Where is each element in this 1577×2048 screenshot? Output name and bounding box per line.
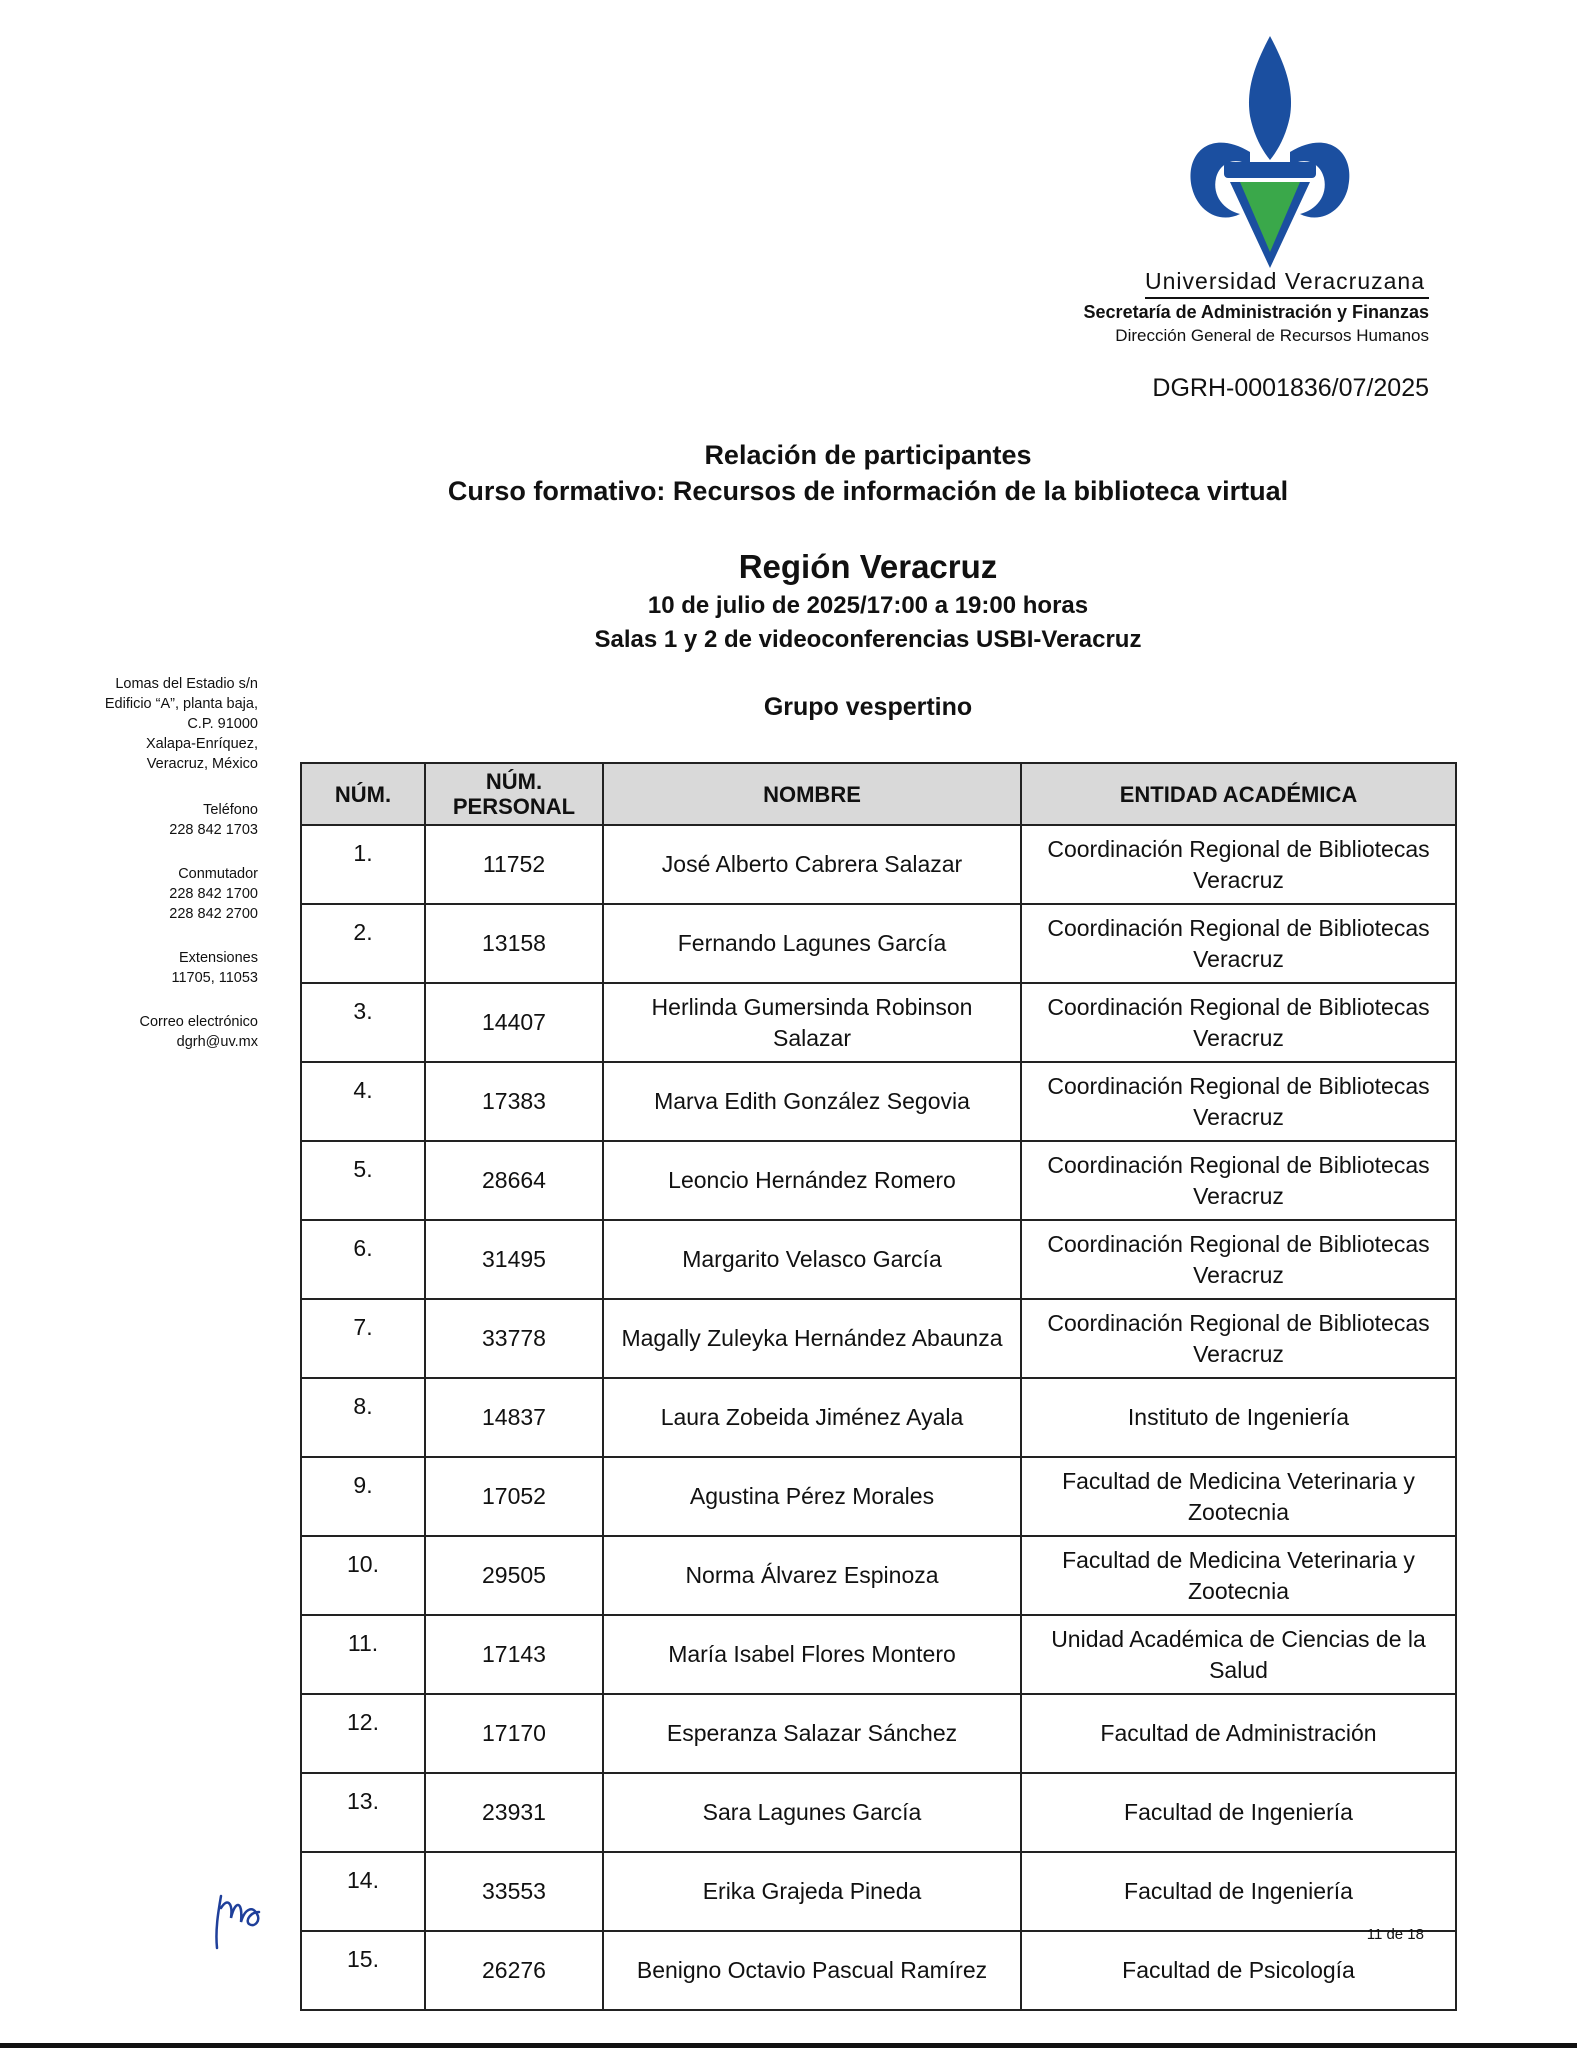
personal-num: 28664 xyxy=(425,1141,603,1220)
academic-entity: Facultad de Psicología xyxy=(1021,1931,1456,2010)
region-title: Región Veracruz xyxy=(738,548,998,585)
email-label: Correo electrónico xyxy=(139,1014,258,1030)
participant-name: Sara Lagunes García xyxy=(603,1773,1021,1852)
switchboard-value: 228 842 2700 xyxy=(169,906,258,922)
participant-name: Agustina Pérez Morales xyxy=(603,1457,1021,1536)
page-number: 11 de 18 xyxy=(1366,1926,1424,1943)
table-row xyxy=(301,1141,1456,1220)
academic-entity: Coordinación Regional de Bibliotecas Veracruz xyxy=(1021,1141,1456,1220)
header-name: NOMBRE xyxy=(603,763,1021,825)
email-value: dgrh@uv.mx xyxy=(176,1034,258,1050)
academic-entity: Unidad Académica de Ciencias de la Salud xyxy=(1021,1615,1456,1694)
academic-entity: Coordinación Regional de Bibliotecas Veracruz xyxy=(1021,904,1456,983)
participant-name: Esperanza Salazar Sánchez xyxy=(603,1694,1021,1773)
row-num: 9. xyxy=(301,1457,425,1536)
row-num: 14. xyxy=(301,1852,425,1931)
row-num: 5. xyxy=(301,1141,425,1220)
participant-name: Marva Edith González Segovia xyxy=(603,1062,1021,1141)
personal-num: 11752 xyxy=(425,825,603,904)
participant-name: José Alberto Cabrera Salazar xyxy=(603,825,1021,904)
table-row xyxy=(301,1299,1456,1378)
participant-name: Herlinda Gumersinda Robinson Salazar xyxy=(603,983,1021,1062)
title-line-2: Curso formativo: Recursos de información de la biblioteca virtual xyxy=(447,476,1289,506)
participant-name: Benigno Octavio Pascual Ramírez xyxy=(603,1931,1021,2010)
table-row xyxy=(301,1220,1456,1299)
personal-num: 17383 xyxy=(425,1062,603,1141)
participant-name: Laura Zobeida Jiménez Ayala xyxy=(603,1378,1021,1457)
address-line: Lomas del Estadio s/n xyxy=(115,676,258,692)
personal-num: 23931 xyxy=(425,1773,603,1852)
header-num: NÚM. xyxy=(301,763,425,825)
row-num: 6. xyxy=(301,1220,425,1299)
table-row xyxy=(301,1931,1456,2010)
date-time: 10 de julio de 2025/17:00 a 19:00 horas xyxy=(647,592,1089,619)
table-row xyxy=(301,1694,1456,1773)
switchboard-label: Conmutador xyxy=(178,866,258,882)
address-line: C.P. 91000 xyxy=(187,716,258,732)
switchboard-block xyxy=(58,864,258,924)
direction-name: Dirección General de Recursos Humanos xyxy=(1115,326,1429,345)
address-line: Xalapa-Enríquez, xyxy=(145,736,258,752)
participant-name: María Isabel Flores Montero xyxy=(603,1615,1021,1694)
academic-entity: Coordinación Regional de Bibliotecas Veracruz xyxy=(1021,1062,1456,1141)
row-num: 2. xyxy=(301,904,425,983)
personal-num: 13158 xyxy=(425,904,603,983)
handwritten-initials-icon xyxy=(205,1878,275,1958)
participant-name: Erika Grajeda Pineda xyxy=(603,1852,1021,1931)
academic-entity: Coordinación Regional de Bibliotecas Veracruz xyxy=(1021,1299,1456,1378)
row-num: 3. xyxy=(301,983,425,1062)
row-num: 12. xyxy=(301,1694,425,1773)
table-row xyxy=(301,983,1456,1062)
participant-name: Magally Zuleyka Hernández Abaunza xyxy=(603,1299,1021,1378)
table-row xyxy=(301,1378,1456,1457)
group-title: Grupo vespertino xyxy=(763,693,973,721)
academic-entity: Facultad de Medicina Veterinaria y Zootecnia xyxy=(1021,1536,1456,1615)
academic-entity: Facultad de Administración xyxy=(1021,1694,1456,1773)
personal-num: 17143 xyxy=(425,1615,603,1694)
table-row xyxy=(301,1457,1456,1536)
table-header-row xyxy=(301,763,1456,825)
academic-entity: Facultad de Ingeniería xyxy=(1021,1773,1456,1852)
participant-name: Fernando Lagunes García xyxy=(603,904,1021,983)
table-row xyxy=(301,1536,1456,1615)
address-line: Edificio “A”, planta baja, xyxy=(104,696,258,712)
personal-num: 33778 xyxy=(425,1299,603,1378)
extensions-label: Extensiones xyxy=(179,950,258,966)
university-logo-icon xyxy=(1180,32,1360,270)
personal-num: 33553 xyxy=(425,1852,603,1931)
personal-num: 17170 xyxy=(425,1694,603,1773)
academic-entity: Facultad de Medicina Veterinaria y Zootecnia xyxy=(1021,1457,1456,1536)
header-academic-entity: ENTIDAD ACADÉMICA xyxy=(1021,763,1456,825)
academic-entity: Coordinación Regional de Bibliotecas Veracruz xyxy=(1021,1220,1456,1299)
row-num: 11. xyxy=(301,1615,425,1694)
extensions-block xyxy=(58,948,258,988)
table-row xyxy=(301,1615,1456,1694)
academic-entity: Instituto de Ingeniería xyxy=(1021,1378,1456,1457)
university-name: Universidad Veracruzana xyxy=(1145,268,1429,299)
extensions-value: 11705, 11053 xyxy=(171,970,258,986)
row-num: 7. xyxy=(301,1299,425,1378)
personal-num: 14837 xyxy=(425,1378,603,1457)
email-block xyxy=(58,1012,258,1052)
table-row xyxy=(301,825,1456,904)
table-row xyxy=(301,1852,1456,1931)
row-num: 4. xyxy=(301,1062,425,1141)
participants-table xyxy=(300,762,1457,2011)
row-num: 10. xyxy=(301,1536,425,1615)
document-id: DGRH-0001836/07/2025 xyxy=(1152,374,1429,402)
table-row xyxy=(301,1773,1456,1852)
personal-num: 29505 xyxy=(425,1536,603,1615)
participant-name: Norma Álvarez Espinoza xyxy=(603,1536,1021,1615)
personal-num: 26276 xyxy=(425,1931,603,2010)
secretariat-name: Secretaría de Administración y Finanzas xyxy=(1083,302,1429,322)
row-num: 13. xyxy=(301,1773,425,1852)
phone-block xyxy=(58,800,258,840)
personal-num: 14407 xyxy=(425,983,603,1062)
personal-num: 17052 xyxy=(425,1457,603,1536)
row-num: 8. xyxy=(301,1378,425,1457)
academic-entity: Facultad de Ingeniería xyxy=(1021,1852,1456,1931)
address-line: Veracruz, México xyxy=(146,756,258,772)
phone-value: 228 842 1703 xyxy=(169,822,258,838)
venue: Salas 1 y 2 de videoconferencias USBI-Veracruz xyxy=(594,626,1142,653)
address-block xyxy=(58,674,258,774)
personal-num: 31495 xyxy=(425,1220,603,1299)
table-row xyxy=(301,1062,1456,1141)
row-num: 15. xyxy=(301,1931,425,2010)
bottom-edge-line xyxy=(0,2043,1577,2048)
academic-entity: Coordinación Regional de Bibliotecas Veracruz xyxy=(1021,825,1456,904)
participant-name: Leoncio Hernández Romero xyxy=(603,1141,1021,1220)
header-personal-num: NÚM. PERSONAL xyxy=(425,763,603,825)
row-num: 1. xyxy=(301,825,425,904)
academic-entity: Coordinación Regional de Bibliotecas Veracruz xyxy=(1021,983,1456,1062)
participant-name: Margarito Velasco García xyxy=(603,1220,1021,1299)
title-line-1: Relación de participantes xyxy=(704,440,1032,470)
switchboard-value: 228 842 1700 xyxy=(169,886,258,902)
table-row xyxy=(301,904,1456,983)
phone-label: Teléfono xyxy=(203,802,258,818)
